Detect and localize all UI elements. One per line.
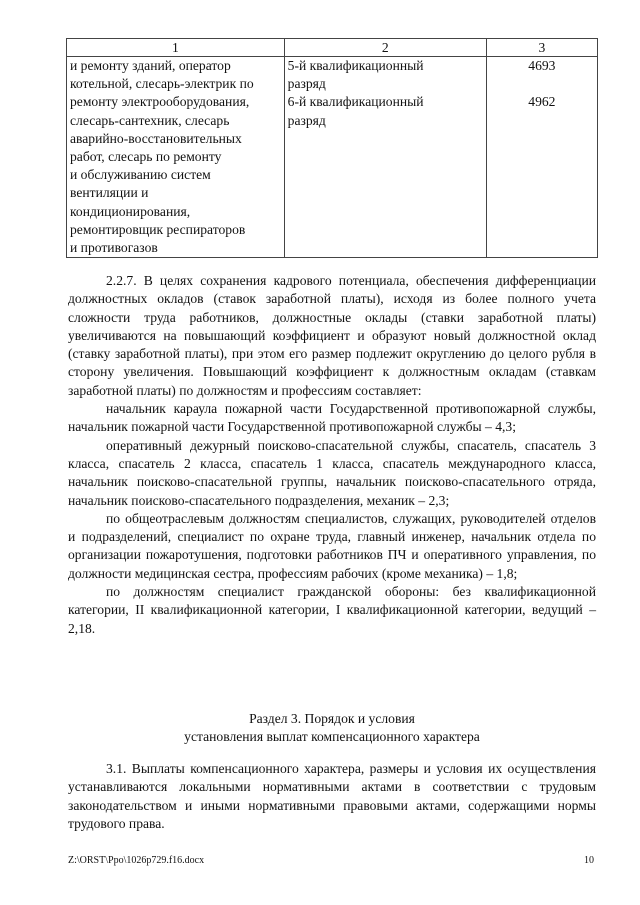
salary-value: 4693 xyxy=(528,58,556,73)
clause-2-2-7 xyxy=(68,272,596,638)
grade-cell xyxy=(284,57,486,258)
profession-line: работ, слесарь по ремонту xyxy=(70,149,222,165)
profession-line: слесарь-сантехник, слесарь xyxy=(70,112,230,128)
profession-line: кондиционирования, xyxy=(70,203,191,219)
table-header-row xyxy=(67,39,598,57)
profession-line: ремонтировщик респираторов xyxy=(70,221,246,237)
paragraph-2-2-7-intro: 2.2.7. В целях сохранения кадрового потенциала, обеспечения дифференциации должностных окладов (ставок заработной платы), исходя из более полного учета сложности труда работников, должностные оклады (ставки заработной платы) увеличиваются на повышающий коэффициент и образуют новый должностной оклад (ставку заработной платы), при этом его размер подлежит округлению до целого рубля в сторону увеличения. Повышающий коэффициент к должностным окладам (ставкам заработной платы) по должностям и профессиям составляет: xyxy=(68,273,596,398)
profession-line: котельной, слесарь-электрик по xyxy=(70,76,254,92)
profession-line: аварийно-восстановительных xyxy=(70,130,242,146)
paragraph-specialists: по общеотраслевым должностям специалистов, служащих, руководителей отделов и подразделений, специалист по охране труда, главный инженер, начальник отдела по организации пожаротушения, подготовки работников ПЧ и оперативного управления, по должности медицинская сестра, профессиям рабочих (кроме механика) – 1,8; xyxy=(68,510,596,581)
profession-list-cell xyxy=(67,57,285,258)
paragraph-rescuers: оперативный дежурный поисково-спасательной службы, спасатель, спасатель 3 класса, спасатель 2 класса, спасатель 1 класса, спасатель международного класса, начальник поисково-спасательной группы, начальник поисково-спасательного отряда, начальник поисково-спасательного подразделения, механик – 2,3; xyxy=(68,437,596,508)
salary-table xyxy=(66,38,598,258)
salary-value: 4962 xyxy=(528,94,556,110)
salary-spacer xyxy=(490,75,594,93)
section-3-title xyxy=(68,710,596,747)
table-row xyxy=(67,57,598,258)
clause-3-1 xyxy=(68,760,596,833)
grade-line: разряд xyxy=(287,112,326,128)
table-header-col2: 2 xyxy=(284,39,486,57)
grade-line: 6-й квалификационный xyxy=(287,94,424,110)
profession-line: и ремонту зданий, оператор xyxy=(70,58,231,73)
grade-line: разряд xyxy=(287,76,326,92)
footer-page-number: 10 xyxy=(584,855,594,866)
salary-cell xyxy=(486,57,597,258)
section-title-line2: установления выплат компенсационного характера xyxy=(184,729,480,745)
paragraph-civil-defense: по должностям специалист гражданской обороны: без квалификационной категории, II квалификационной категории, I квалификационной категории, ведущий – 2,18. xyxy=(68,584,596,636)
grade-line: 5-й квалификационный xyxy=(287,58,424,73)
paragraph-fire-chief: начальник караула пожарной части Государственной противопожарной службы, начальник пожарной части Государственной противопожарной службы – 4,3; xyxy=(68,401,596,435)
profession-line: и противогазов xyxy=(70,240,158,256)
table-header-col3: 3 xyxy=(486,39,597,57)
profession-line: и обслуживанию систем xyxy=(70,167,211,183)
table-header-col1: 1 xyxy=(67,39,285,57)
paragraph-3-1: 3.1. Выплаты компенсационного характера, размеры и условия их осуществления устанавливаются локальными нормативными актами в соответствии с трудовым законодательством и иными нормативными правовыми актами, содержащими нормы трудового права. xyxy=(68,761,596,831)
footer-file-path: Z:\ORST\Ppo\1026p729.f16.docx xyxy=(68,855,205,866)
section-title-line1: Раздел 3. Порядок и условия xyxy=(249,711,415,726)
profession-line: ремонту электрооборудования, xyxy=(70,94,250,110)
profession-line: вентиляции и xyxy=(70,185,149,201)
